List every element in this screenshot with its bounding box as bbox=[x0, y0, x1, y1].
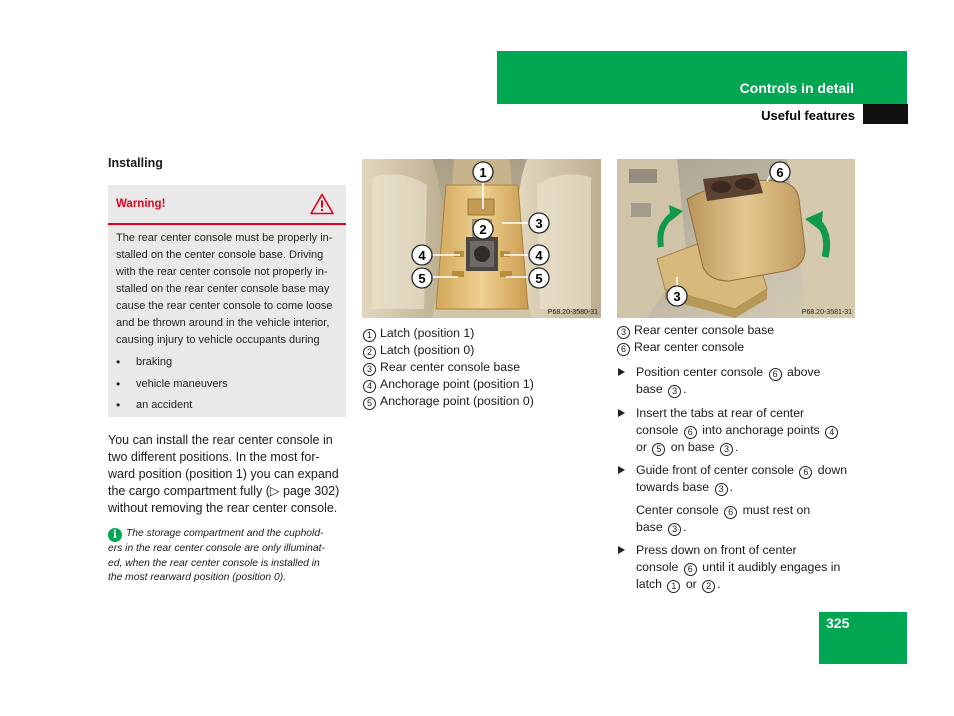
callout-3-fig2 bbox=[667, 286, 687, 306]
intro-line: You can install the rear center console in bbox=[108, 433, 333, 447]
svg-text:1: 1 bbox=[479, 165, 487, 180]
step-position-console: Position center console 6 above base 3 . bbox=[617, 364, 857, 398]
console-base-photo bbox=[362, 159, 601, 318]
legend-item: 5 Anchorage point (position 0) bbox=[363, 393, 534, 410]
warning-line: and be thrown around in the vehicle interior, bbox=[116, 317, 330, 329]
warning-line: cause the rear center console to come loose bbox=[116, 300, 333, 312]
legend-item: 6 Rear center console bbox=[617, 339, 774, 356]
page-heading: Installing bbox=[108, 156, 163, 170]
intro-paragraph bbox=[108, 432, 348, 517]
header-bar bbox=[497, 51, 907, 104]
legend-item: 3 Rear center console base bbox=[363, 359, 534, 376]
svg-text:4: 4 bbox=[535, 248, 543, 263]
warning-line: stalled on the rear center console base may bbox=[116, 283, 330, 295]
figure2-legend bbox=[617, 322, 774, 356]
info-note bbox=[108, 527, 350, 586]
warning-line: stalled on the center console base. Driving bbox=[116, 249, 324, 261]
callout-4-left bbox=[412, 245, 432, 265]
note-line: The storage compartment and the cuphold- bbox=[126, 528, 324, 539]
warning-bullet: • vehicle maneuvers bbox=[116, 376, 338, 398]
svg-text:4: 4 bbox=[418, 248, 426, 263]
svg-text:6: 6 bbox=[776, 165, 784, 180]
rear-console-photo bbox=[617, 159, 855, 318]
legend-item: 1 Latch (position 1) bbox=[363, 325, 534, 342]
legend-item: 2 Latch (position 0) bbox=[363, 342, 534, 359]
info-icon: i bbox=[108, 528, 122, 542]
step-result-note: Center console 6 must rest on base 3 . bbox=[636, 503, 811, 534]
step-guide-front: Guide front of center console 6 down towards base 3 . bbox=[617, 462, 857, 496]
step-press-down: Press down on front of center console 6 until it audibly engages in latch 1 or 2 . bbox=[617, 542, 857, 593]
note-line: ed, when the rear center console is installed in bbox=[108, 557, 320, 569]
warning-bullet: • an accident bbox=[116, 397, 338, 419]
svg-text:5: 5 bbox=[535, 271, 543, 286]
subsection-title: Useful features bbox=[761, 108, 855, 123]
callout-3 bbox=[529, 213, 549, 233]
figure-code: P68.20-3581-31 bbox=[801, 309, 852, 316]
legend-item: 3 Rear center console base bbox=[617, 322, 774, 339]
intro-line-page-link[interactable]: the cargo compartment fully (▷ page 302) bbox=[108, 484, 340, 498]
section-title: Controls in detail bbox=[739, 80, 854, 96]
svg-text:3: 3 bbox=[673, 289, 681, 304]
warning-line: The rear center console must be properly in- bbox=[116, 232, 333, 244]
warning-box bbox=[108, 185, 346, 417]
note-line: ers in the rear center console are only illuminat- bbox=[108, 543, 325, 554]
figure1-legend bbox=[363, 325, 534, 410]
warning-header bbox=[108, 185, 346, 225]
step-insert-tabs: Insert the tabs at rear of center console 6 into anchorage points 4 or 5 on base 3 . bbox=[617, 405, 857, 456]
legend-item: 4 Anchorage point (position 1) bbox=[363, 376, 534, 393]
svg-text:5: 5 bbox=[418, 271, 426, 286]
note-line: the most rearward position (position 0). bbox=[108, 572, 286, 584]
svg-text:2: 2 bbox=[479, 222, 487, 237]
callout-6 bbox=[770, 162, 790, 182]
callout-1 bbox=[473, 162, 493, 182]
intro-line: two different positions. In the most for- bbox=[108, 450, 320, 464]
intro-line: without removing the rear center console. bbox=[108, 501, 338, 515]
installation-steps bbox=[617, 364, 857, 593]
warning-triangle-icon bbox=[310, 193, 334, 215]
warning-line: with the rear center console not properly in- bbox=[116, 266, 328, 278]
callout-5-left bbox=[412, 268, 432, 288]
warning-title: Warning! bbox=[116, 198, 166, 210]
warning-body bbox=[108, 225, 346, 419]
callout-2 bbox=[473, 219, 493, 239]
warning-bullet: • braking bbox=[116, 354, 338, 376]
page-number: 325 bbox=[826, 615, 850, 631]
intro-line: ward position (position 1) you can expand bbox=[108, 467, 339, 481]
callout-5-right bbox=[529, 268, 549, 288]
figure-code: P68.20-3580-31 bbox=[547, 309, 598, 316]
warning-bullet-list bbox=[116, 354, 338, 419]
section-tab-marker bbox=[863, 104, 908, 124]
svg-text:3: 3 bbox=[535, 216, 543, 231]
callout-4-right bbox=[529, 245, 549, 265]
warning-line: causing injury to vehicle occupants during bbox=[116, 334, 320, 346]
